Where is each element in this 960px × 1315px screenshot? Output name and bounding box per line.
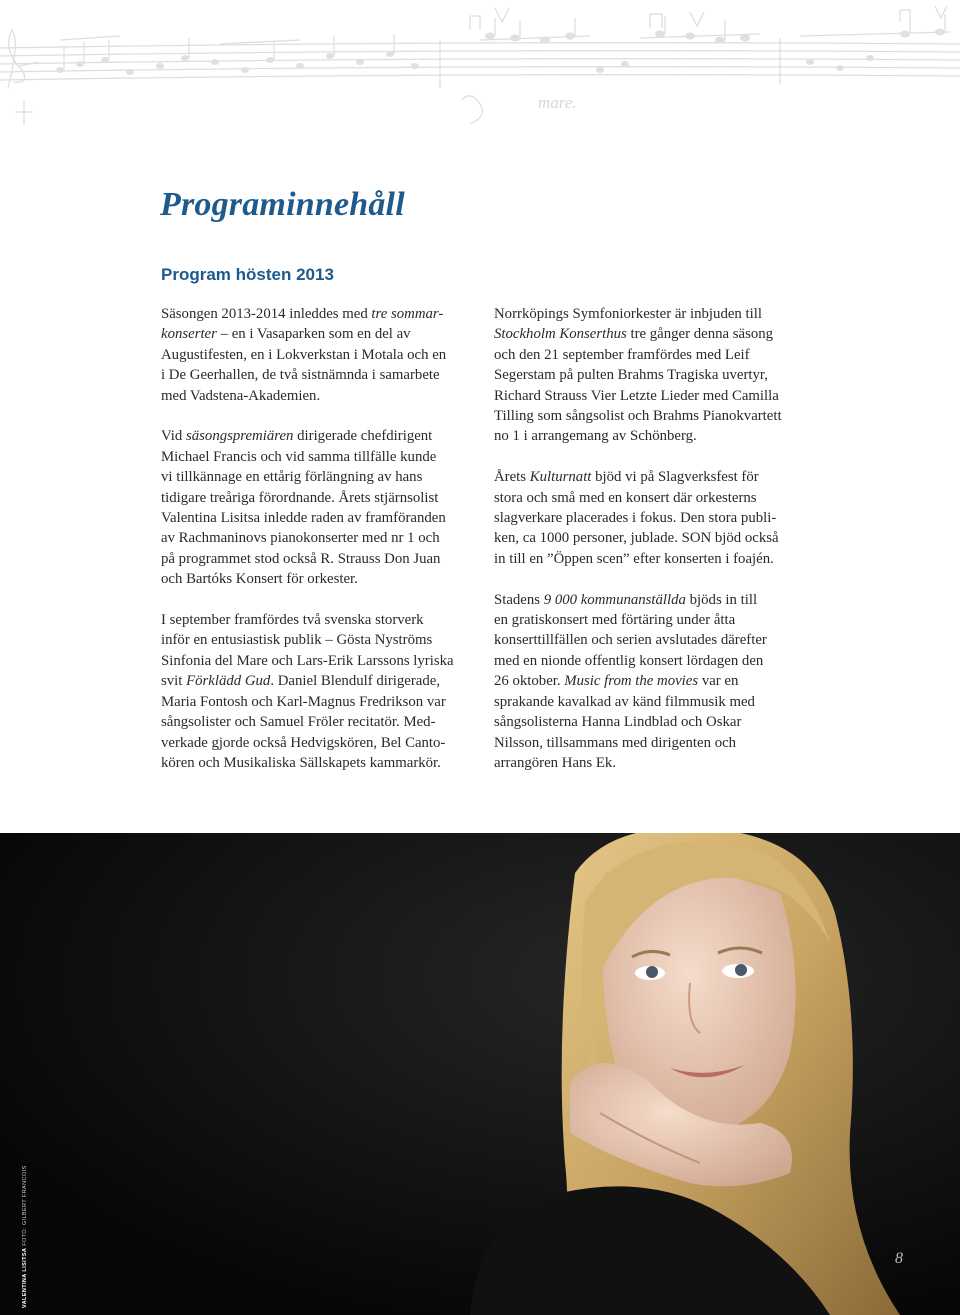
text-run: in till en ”Öppen scen” efter konserten i foajén. [494,550,774,567]
emphasized-text: konserter [161,326,217,343]
text-line [494,630,824,650]
text-run: . Daniel Blendulf dirigerade, [270,673,441,690]
text-line [494,365,824,385]
left-text-column [161,304,491,794]
text-run: 26 oktober. [494,673,565,690]
text-line [161,508,491,528]
emphasized-text: Kulturnatt [529,469,592,486]
text-run: tre gånger denna säsong [626,326,774,343]
paragraph [494,467,824,569]
paragraph [161,610,491,773]
text-run: Sinfonia del Mare och Lars-Erik Larssons lyriska [161,652,454,669]
text-run: bjöd vi på Slagverksfest för [591,469,759,486]
text-line [161,365,491,385]
text-line [161,630,491,650]
text-line [161,733,491,753]
text-run: i De Geerhallen, de två sistnämnda i samarbete [161,367,440,384]
emphasized-text: tre sommar- [371,306,444,322]
text-line [494,590,824,610]
text-run: Maria Fontosh och Karl-Magnus Fredrikson var [161,693,446,710]
text-run: konserttillfällen och serien avslutades därefter [494,632,767,649]
text-run: och den 21 september framfördes med Leif [494,346,750,363]
text-run: Richard Strauss Vier Letzte Lieder med Camilla [494,387,779,404]
photo-credit-name: VALENTINA LISITSA [22,1247,28,1308]
text-run: på programmet stod också R. Strauss Don Juan [161,550,441,567]
text-run: var en [698,673,739,690]
emphasized-text: säsongspremiären [186,428,294,445]
text-line [494,733,824,753]
text-line [494,528,824,548]
text-line [494,671,824,691]
text-line [161,467,491,487]
music-score-illustration [0,0,960,140]
text-line [161,426,491,446]
text-run: I september framfördes två svenska storverk [161,612,424,629]
emphasized-text: Music from the movies [564,673,699,690]
text-run: kören och Musikaliska Sällskapets kammarkör. [161,754,441,771]
emphasized-text: 9 000 kommunanställda [543,591,686,608]
text-run: inför en entusiastisk publik – Gösta Nyströms [161,632,433,649]
text-line [161,528,491,548]
text-line [161,447,491,467]
emphasized-text: Förklädd Gud [186,673,271,690]
score-marking: mare. [538,93,577,112]
text-run: no 1 i arrangemang av Schönberg. [494,428,697,445]
text-line [494,345,824,365]
photo-credit [22,1165,28,1308]
text-line [494,488,824,508]
text-line [494,304,824,324]
text-run: Stadens [494,591,544,608]
text-run: Augustifesten, en i Lokverkstan i Motala och en [161,346,447,363]
text-line [494,753,824,773]
text-run: Vid [161,428,187,445]
text-line [494,426,824,446]
text-line [161,569,491,589]
text-run: en gratiskonsert med förtäring under åtta [494,612,736,629]
text-line [161,753,491,773]
text-run: sångsolister och Samuel Fröler recitatör. Med- [161,714,436,731]
portrait-photo [0,833,960,1315]
text-run: vi tillkännage en ettårig förlängning av hans [161,469,423,486]
text-line [161,610,491,630]
text-run: – en i Vasaparken som en del av [216,326,411,343]
text-run: stora och små med en konsert där orkesterns [494,489,757,506]
text-line [494,508,824,528]
page-number: 8 [895,1250,903,1267]
text-line [161,324,491,344]
text-run: Årets [494,469,530,486]
page-title: Programinnehåll [160,186,405,223]
paragraph [494,304,824,447]
text-run: med Vadstena-Akademien. [161,387,321,404]
text-run: arrangören Hans Ek. [494,754,617,771]
text-line [494,712,824,732]
text-run: svit [161,673,187,690]
text-line [494,692,824,712]
emphasized-text: Stockholm Konserthus [494,326,627,343]
text-line [161,345,491,365]
text-run: Norrköpings Symfoniorkester är inbjuden till [494,306,762,322]
text-run: slagverkare placerades i fokus. Den stora publi- [494,510,777,527]
text-run: Segerstam på pulten Brahms Tragiska uvertyr, [494,367,768,384]
paragraph [161,426,491,589]
paragraph [161,304,491,406]
text-run: verkade gjorde också Hedvigskören, Bel Canto- [161,734,446,751]
text-line [494,610,824,630]
text-run: med en nionde offentlig konsert lördagen den [494,652,764,669]
text-line [161,549,491,569]
text-line [494,386,824,406]
text-run: av Rachmaninovs pianokonserter med nr 1 och [161,530,440,547]
text-run: ken, ca 1000 personer, jublade. SON bjöd också [494,530,779,547]
text-run: Valentina Lisitsa inledde raden av framföranden [161,510,446,527]
right-text-column [494,304,824,794]
text-line [494,467,824,487]
text-line [494,406,824,426]
text-line [161,671,491,691]
text-line [161,304,491,324]
text-run: dirigerade chefdirigent [293,428,433,445]
text-line [494,324,824,344]
text-line [161,712,491,732]
paragraph [494,590,824,774]
text-line [494,651,824,671]
text-run: sångsolisterna Hanna Lindblad och Oskar [494,714,742,731]
text-line [161,651,491,671]
text-line [161,386,491,406]
text-run: sprakande kavalkad av känd filmmusik med [494,693,755,710]
portrait-illustration [0,833,960,1315]
text-run: Nilsson, tillsammans med dirigenten och [494,734,737,751]
text-run: bjöds in till [685,591,758,608]
text-run: tidigare treåriga förordnande. Årets stjärnsolist [161,489,439,506]
text-run: Säsongen 2013-2014 inleddes med [161,306,372,322]
text-line [161,488,491,508]
text-run: Michael Francis och vid samma tillfälle kunde [161,448,437,465]
text-run: och Bartóks Konsert för orkester. [161,571,358,588]
text-line [161,692,491,712]
photo-credit-photographer: FOTO: GILBERT FRANCOIS [22,1165,28,1248]
text-line [494,549,824,569]
text-run: Tilling som sångsolist och Brahms Pianokvartett [494,408,782,425]
section-heading: Program hösten 2013 [161,265,334,284]
